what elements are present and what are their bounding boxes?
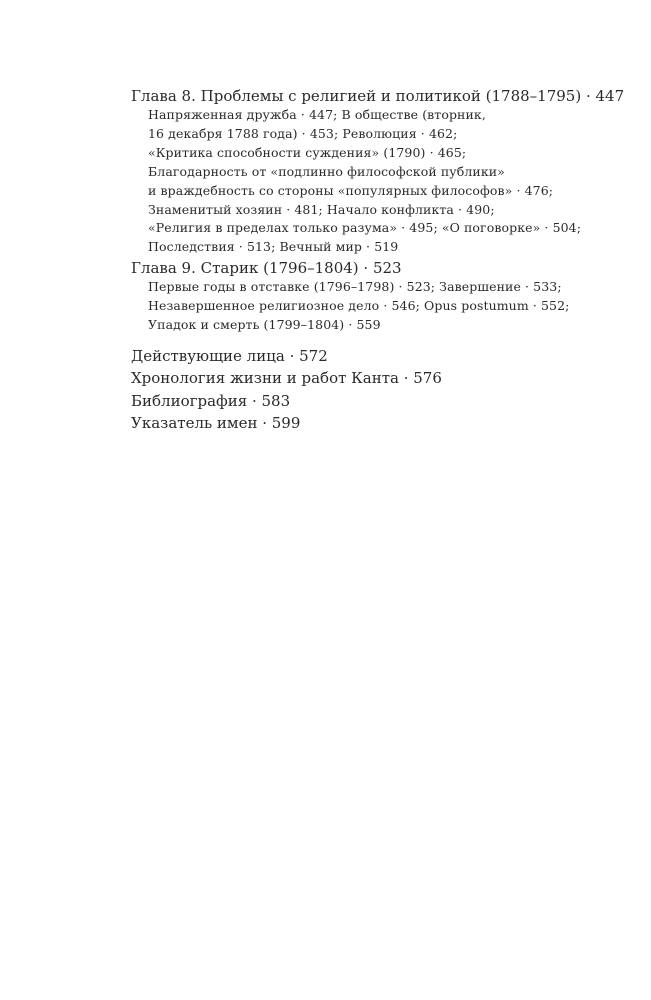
section-line: Знаменитый хозяин · 481; Начало конфликта · 490; — [148, 201, 495, 217]
toc-chapter-8 — [131, 86, 625, 257]
section-line: 16 декабря 1788 года) · 453; Революция · 462; — [148, 125, 458, 141]
chapter-sections — [148, 106, 601, 257]
section-line: и враждебность со стороны «популярных философов» · 476; — [148, 182, 554, 198]
section-line: Благодарность от «подлинно философской публики» — [148, 163, 505, 179]
section-line: «Критика способности суждения» (1790) · 465; — [148, 144, 467, 160]
table-of-contents — [131, 86, 625, 451]
chapter-title[interactable]: Глава 8. Проблемы с религией и политикой (1788–1795) · 447 — [131, 87, 625, 105]
toc-entry-bibliography[interactable]: Библиография · 583 — [131, 391, 291, 410]
section-line: Напряженная дружба · 447; В обществе (вторник, — [148, 107, 486, 122]
toc-entry-name-index[interactable]: Указатель имен · 599 — [131, 414, 301, 433]
section-line: Незавершенное религиозное дело · 546; Opus postumum · 552; — [148, 298, 570, 314]
section-line: Первые годы в отставке (1796–1798) · 523; Завершение · 533; — [148, 279, 562, 295]
toc-appendix-list — [131, 345, 601, 435]
chapter-title[interactable]: Глава 9. Старик (1796–1804) · 523 — [131, 259, 402, 278]
section-line: «Религия в пределах только разума» · 495; «О поговорке» · 504; — [148, 220, 582, 236]
section-line: Упадок и смерть (1799–1804) · 559 — [148, 317, 381, 333]
chapter-sections — [148, 278, 601, 335]
toc-chapter-9 — [131, 258, 601, 335]
toc-entry-dramatis-personae[interactable]: Действующие лица · 572 — [131, 346, 328, 365]
toc-entry-chronology[interactable]: Хронология жизни и работ Канта · 576 — [131, 369, 442, 388]
section-line: Последствия · 513; Вечный мир · 519 — [148, 239, 399, 255]
